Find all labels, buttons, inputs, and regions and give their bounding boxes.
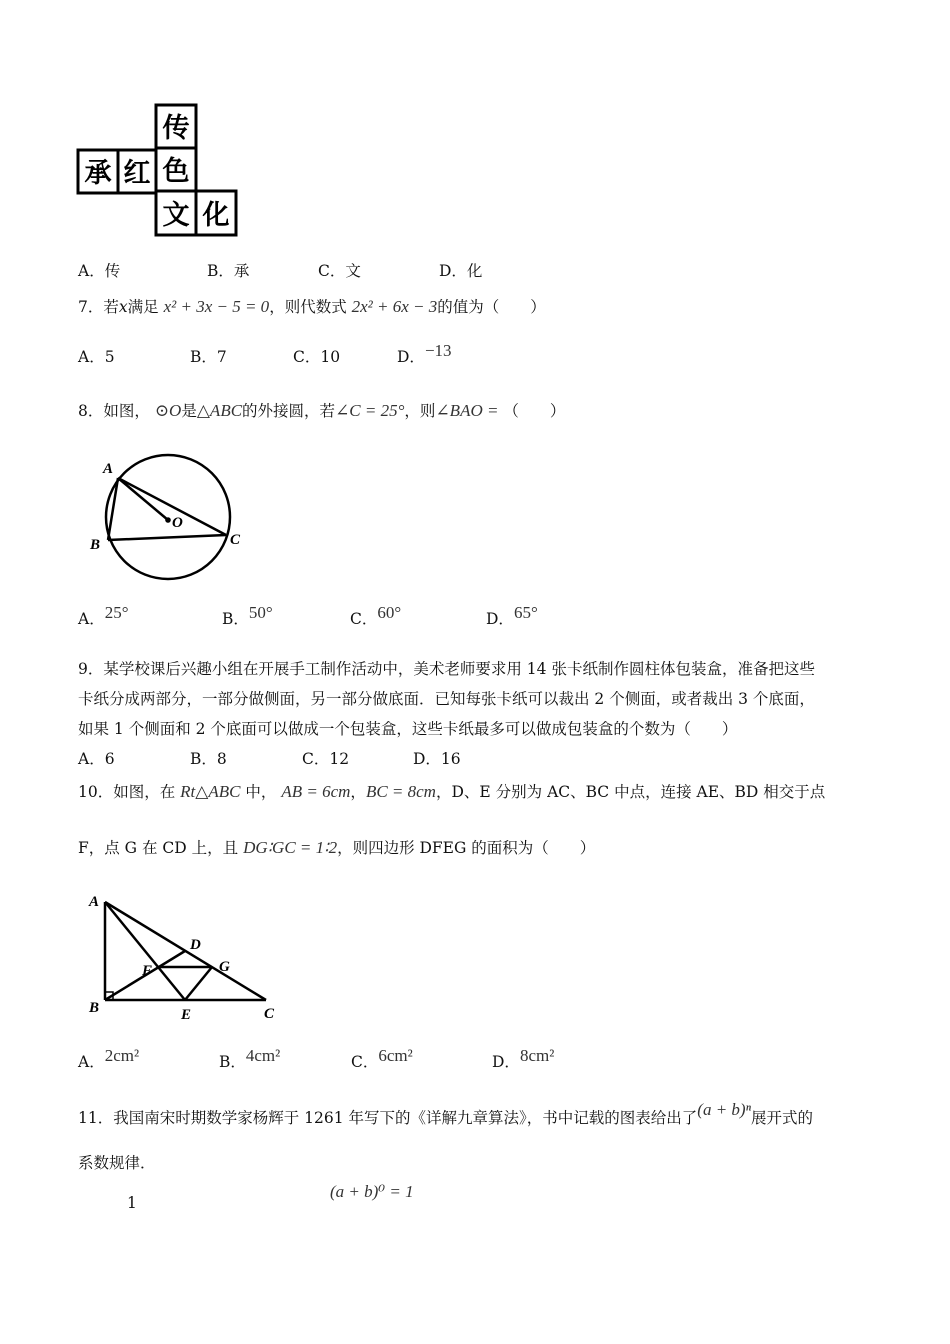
q10-line2-prefix: F，点 G 在 CD 上，且: [78, 839, 239, 857]
q7-prefix: 7．若: [78, 298, 119, 316]
q8-label-o: O: [172, 515, 183, 531]
cube-cell-hong: 红: [123, 158, 151, 188]
q11-line-2: 系数规律．: [78, 1154, 156, 1172]
q8-mid1: 是: [181, 402, 197, 420]
q10-option-b-value: 4cm²: [245, 1046, 281, 1065]
q10-bc: BC = 8cm: [365, 782, 436, 801]
q11-row0-expression: (a + b)⁰ = 1: [330, 1182, 414, 1201]
q10-triangle-figure: [86, 888, 286, 1022]
q6-option-a: A．传: [78, 262, 121, 280]
q7-mid1: 满足: [127, 298, 159, 316]
q8-mid3: ，则: [404, 402, 436, 420]
q7-mid2: ，则代数式: [269, 298, 347, 316]
q10-line-2: [78, 838, 595, 858]
q8-option-c-label: C．: [350, 610, 378, 628]
q8-suffix: （ ）: [503, 402, 566, 420]
q11-expr: (a + b)ⁿ: [697, 1100, 751, 1119]
q8-prefix: 8．如图，: [78, 402, 150, 420]
q10-option-c: [351, 1046, 413, 1072]
q8-label-a: A: [103, 461, 114, 477]
q10-line2-suffix: ，则四边形 DFEG 的面积为（ ）: [337, 839, 596, 857]
q10-option-b-label: B．: [219, 1053, 246, 1071]
q8-mid2: 的外接圆，若: [242, 402, 336, 420]
q8-option-a-value: 25°: [104, 603, 129, 622]
q10-label-b: B: [89, 1000, 100, 1016]
q8-question: [78, 401, 565, 421]
q10-label-a: A: [89, 894, 100, 910]
q10-option-d: [492, 1046, 555, 1072]
q7-equation: x² + 3x − 5 = 0: [163, 297, 270, 316]
q10-label-f: F: [142, 963, 153, 979]
q11-line1-prefix: 11．我国南宋时期数学家杨辉于 1261 年写下的《详解九章算法》，书中记载的图表给出了: [78, 1109, 698, 1127]
q9-line-2: 卡纸分成两部分，一部分做侧面，另一部分做底面．已知每张卡纸可以裁出 2 个侧面，或者裁出 3 个底面，: [78, 690, 815, 708]
q10-label-g: G: [219, 959, 230, 975]
q7-expression: 2x² + 6x − 3: [351, 297, 438, 316]
q10-option-c-label: C．: [351, 1053, 379, 1071]
q10-option-a-value: 2cm²: [104, 1046, 140, 1065]
q8-option-a-label: A．: [78, 610, 105, 628]
q9-option-c: C．12: [302, 750, 350, 768]
q10-label-e: E: [181, 1007, 192, 1022]
q10-option-c-value: 6cm²: [378, 1046, 413, 1065]
cube-net-figure: [74, 100, 244, 242]
q8-option-d-value: 65°: [513, 603, 538, 622]
q8-angle-c: ∠C = 25°: [335, 401, 405, 420]
q10-option-a: [78, 1046, 140, 1072]
q10-label-d: D: [190, 937, 201, 953]
q8-angle-bao: ∠BAO =: [435, 401, 499, 420]
q8-option-b: [222, 603, 273, 629]
q8-option-c-value: 60°: [377, 603, 402, 622]
q11-line-1: [78, 1100, 813, 1128]
q10-option-a-label: A．: [78, 1053, 105, 1071]
q10-ab: AB = 6cm: [281, 782, 351, 801]
q10-option-b: [219, 1046, 281, 1072]
cube-cell-cheng: 承: [84, 158, 112, 188]
q8-option-b-label: B．: [222, 610, 249, 628]
cube-cell-hua: 化: [202, 200, 230, 230]
cube-cell-se: 色: [162, 156, 190, 186]
q10-mid1: 中，: [245, 783, 277, 801]
q10-triangle: Rt△ABC: [180, 782, 241, 801]
q10-ratio: DG∶GC = 1∶2: [243, 838, 338, 857]
q10-label-c: C: [264, 1006, 275, 1022]
q11-line1-suffix: 展开式的: [750, 1109, 813, 1127]
q7-option-b: B．7: [190, 348, 227, 366]
q8-label-c: C: [230, 532, 241, 548]
q9-option-d: D．16: [413, 750, 461, 768]
q8-circle: ⊙O: [154, 401, 182, 420]
q8-option-d-label: D．: [486, 610, 514, 628]
q8-option-d: [486, 603, 538, 629]
q9-line-1: 9．某学校课后兴趣小组在开展手工制作活动中，美术老师要求用 14 张卡纸制作圆柱体包装盒，准备把这些: [78, 660, 815, 678]
q11-row0-coefficient: 1: [127, 1194, 137, 1212]
q9-option-b: B．8: [190, 750, 227, 768]
q10-option-d-value: 8cm²: [519, 1046, 555, 1065]
q6-option-d: D．化: [439, 262, 483, 280]
q8-center-point: [165, 517, 171, 523]
q8-option-a: [78, 603, 129, 629]
q8-triangle: △ABC: [196, 401, 243, 420]
q9-line-3: 如果 1 个侧面和 2 个底面可以做成一个包装盒，这些卡纸最多可以做成包装盒的个数为（ ）: [78, 720, 738, 738]
q10-rest1: ，D、E 分别为 AC、BC 中点，连接 AE、BD 相交于点: [435, 783, 826, 801]
q8-option-c: [350, 603, 402, 629]
q7-option-a: A．5: [78, 348, 115, 366]
cube-cell-wen: 文: [162, 200, 190, 230]
q10-line-eg: [185, 967, 212, 1000]
q10-line-ae: [105, 902, 185, 1000]
cube-cell-chuan: 传: [162, 113, 190, 143]
q7-option-d-label: D．: [397, 348, 425, 366]
q8-label-b: B: [90, 537, 101, 553]
q8-circumcircle: [106, 455, 230, 579]
q9-option-a: A．6: [78, 750, 115, 768]
q7-question: [78, 297, 546, 317]
q10-option-d-label: D．: [492, 1053, 520, 1071]
q10-line-1: [78, 782, 825, 802]
q8-circle-figure: [86, 452, 250, 584]
q8-line-bc: [108, 535, 226, 540]
q7-var: x: [118, 298, 128, 316]
q8-option-b-value: 50°: [248, 603, 273, 622]
q7-suffix: 的值为（ ）: [437, 298, 546, 316]
q10-comma: ，: [350, 783, 366, 801]
q7-option-d: [397, 341, 452, 367]
q8-line-ao: [118, 478, 168, 520]
q10-prefix: 10．如图，在: [78, 783, 176, 801]
q6-option-c: C．文: [318, 262, 361, 280]
q7-option-c: C．10: [293, 348, 341, 366]
q6-option-b: B．承: [207, 262, 250, 280]
q7-option-d-value: −13: [424, 341, 452, 360]
